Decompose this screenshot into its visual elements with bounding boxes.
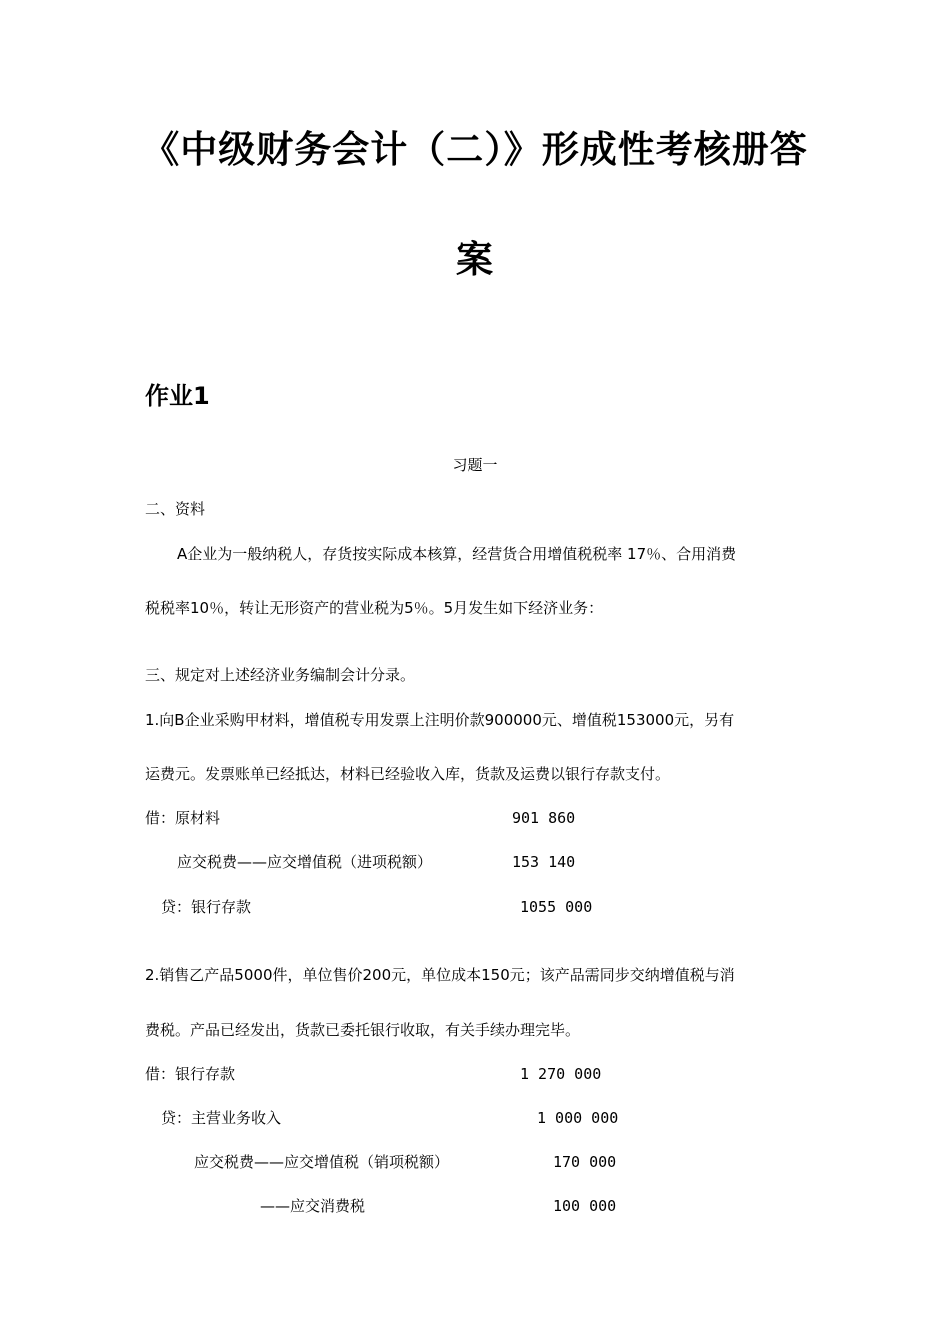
part2-label: 二、资料: [145, 500, 206, 518]
item2-text-line1: 2.销售乙产品5000件，单位售价200元，单位成本150元；该产品需同步交纳增值税与消: [145, 966, 735, 984]
item2-entry-account: 贷：主营业务收入: [161, 1109, 282, 1127]
item2-entry-account: ——应交消费税: [260, 1197, 366, 1215]
item2-entry-amount: 1 000 000: [537, 1109, 619, 1127]
item2-entry-account: 借：银行存款: [145, 1065, 236, 1083]
item1-entry-amount: 153 140: [512, 853, 576, 871]
material-line2: 税税率10％，转让无形资产的营业税为5％。5月发生如下经济业务：: [145, 599, 604, 617]
item2-entry-amount: 170 000: [553, 1153, 617, 1171]
item1-entry-account: 借：原材料: [145, 809, 221, 827]
document-title-line2: 案: [456, 238, 494, 281]
item2-entry-account: 应交税费——应交增值税（销项税额）: [194, 1153, 450, 1171]
exercise-heading: 习题一: [452, 456, 498, 474]
item2-text-line2: 费税。产品已经发出，货款已委托银行收取，有关手续办理完毕。: [145, 1021, 581, 1039]
item1-entry-amount: 901 860: [512, 809, 576, 827]
item2-entry-amount: 1 270 000: [520, 1065, 602, 1083]
item1-entry-account: 应交税费——应交增值税（进项税额）: [177, 853, 433, 871]
item1-entry-account: 贷：银行存款: [161, 898, 252, 916]
item2-entry-amount: 100 000: [553, 1197, 617, 1215]
material-line1: A企业为一般纳税人，存货按实际成本核算，经营货合用增值税税率 17％、合用消费: [177, 545, 737, 563]
item1-text-line1: 1.向B企业采购甲材料，增值税专用发票上注明价款900000元、增值税153000元，另有: [145, 711, 735, 729]
part3-label: 三、规定对上述经济业务编制会计分录。: [145, 666, 416, 684]
item1-text-line2: 运费元。发票账单已经抵达，材料已经验收入库，货款及运费以银行存款支付。: [145, 765, 671, 783]
document-title-line1: 《中级财务会计（二）》形成性考核册答: [142, 128, 808, 171]
section-heading: 作业1: [145, 382, 210, 410]
item1-entry-amount: 1055 000: [520, 898, 593, 916]
